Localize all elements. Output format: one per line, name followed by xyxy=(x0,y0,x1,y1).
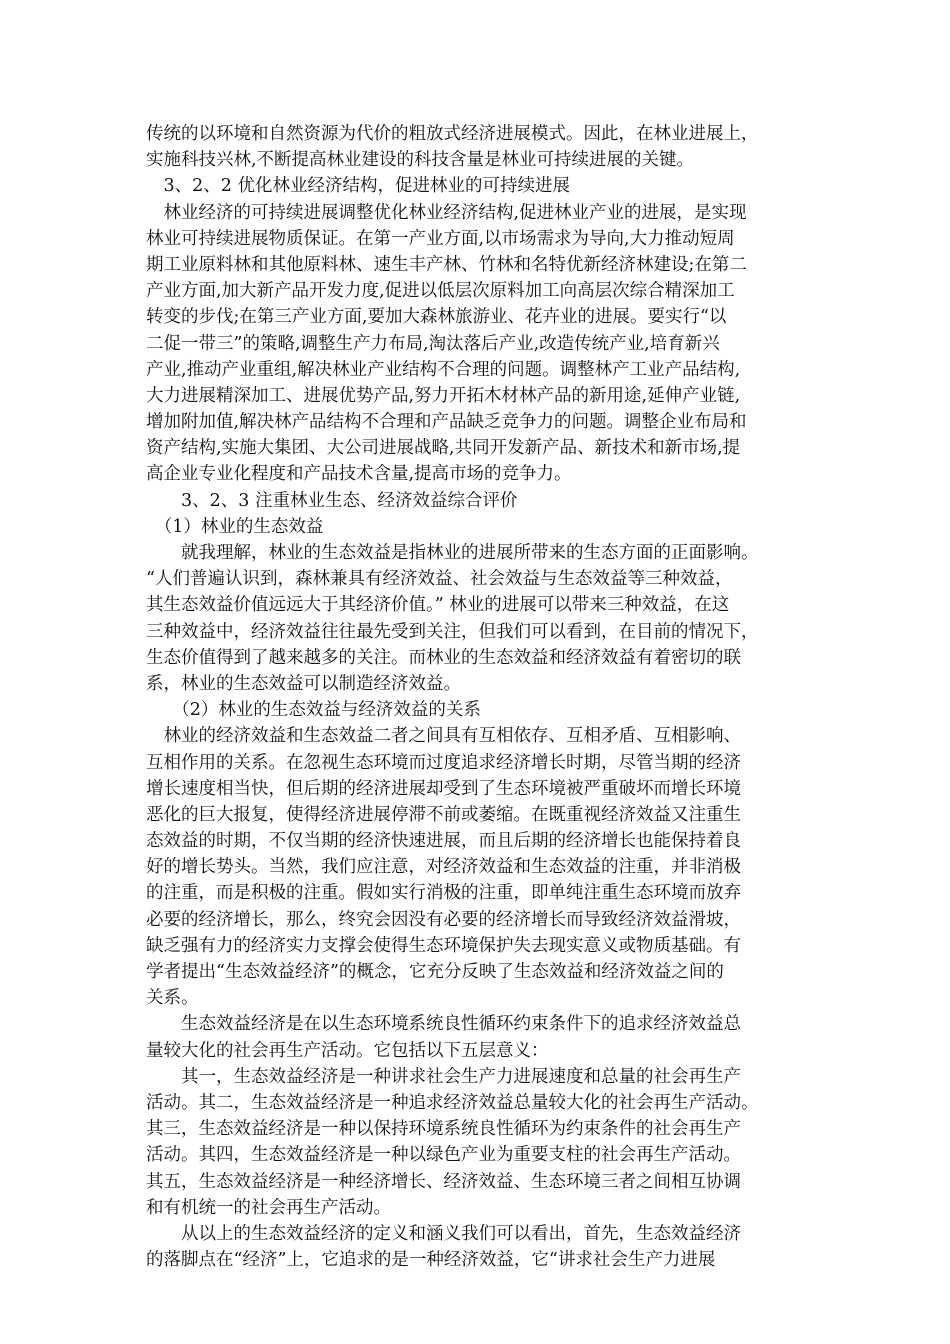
text-line: 就我理解，林业的生态效益是指林业的进展所带来的生态方面的正面影响。 xyxy=(146,543,759,563)
text-line: 产业方面,加大新产品开发力度,促进以低层次原料加工向高层次综合精深加工 xyxy=(146,281,735,302)
subsection-heading: （1）林业的生态效益 xyxy=(146,516,324,537)
text-line: 生态价值得到了越来越多的关注。而林业的生态效益和经济效益有着密切的联 xyxy=(146,647,741,668)
text-line: 系，林业的生态效益可以制造经济效益。 xyxy=(146,673,461,694)
text-line: 高企业专业化程度和产品技术含量,提高市场的竞争力。 xyxy=(146,464,572,485)
text-line: 量较大化的社会再生产活动。它包括以下五层意义： xyxy=(146,1040,549,1061)
text-line: 活动。其二，生态效益经济是一种追求经济效益总量较大化的社会再生产活动。 xyxy=(146,1092,759,1113)
text-line: 转变的步伐;在第三产业方面,要加大森林旅游业、花卉业的进展。要实行“以 xyxy=(146,307,727,328)
text-line: 的落脚点在“经济”上，它追求的是一种经济效益，它“讲求社会生产力进展 xyxy=(146,1250,716,1271)
text-line: 其三，生态效益经济是一种以保持环境系统良性循环为约束条件的社会再生产 xyxy=(146,1119,741,1140)
section-heading: 3、2、2 优化林业经济结构，促进林业的可持续进展 xyxy=(146,176,570,197)
text-line: 产业,推动产业重组,解决林业产业结构不合理的问题。调整林产工业产品结构, xyxy=(146,359,741,380)
subsection-heading: （2）林业的生态效益与经济效益的关系 xyxy=(146,700,481,721)
text-line: 互相作用的关系。在忽视生态环境而过度追求经济增长时期，尽管当期的经济 xyxy=(146,752,741,773)
text-line: 传统的以环境和自然资源为代价的粗放式经济进展模式。因此，在林业进展上， xyxy=(146,124,759,144)
text-line: 恶化的巨大报复，使得经济进展停滞不前或萎缩。在既重视经济效益又注重生 xyxy=(146,804,741,825)
text-line: 增长速度相当快，但后期的经济进展却受到了生态环境被严重破坏而增长环境 xyxy=(146,778,741,799)
text-line: 其生态效益价值远远大于其经济价值。” 林业的进展可以带来三种效益，在这 xyxy=(146,595,730,616)
text-line: 学者提出“生态效益经济”的概念，它充分反映了生态效益和经济效益之间的 xyxy=(146,962,724,982)
section-heading: 3、2、3 注重林业生态、经济效益综合评价 xyxy=(146,490,518,511)
text-line: 和有机统一的社会再生产活动。 xyxy=(146,1197,391,1218)
text-line: 期工业原料林和其他原料林、速生丰产林、竹林和名特优新经济林建设;在第二 xyxy=(146,254,747,275)
text-line: 二促一带三”的策略,调整生产力布局,淘汰落后产业,改造传统产业,培育新兴 xyxy=(146,333,720,354)
text-line: 其五，生态效益经济是一种经济增长、经济效益、生态环境三者之间相互协调 xyxy=(146,1171,741,1192)
text-line: 生态效益经济是在以生态环境系统良性循环约束条件下的追求经济效益总 xyxy=(146,1014,741,1035)
text-line: 好的增长势头。当然，我们应注意，对经济效益和生态效益的注重，并非消极 xyxy=(146,857,741,878)
text-line: 的注重，而是积极的注重。假如实行消极的注重，即单纯注重生态环境而放弃 xyxy=(146,883,741,904)
text-line: 林业经济的可持续进展调整优化林业经济结构,促进林业产业的进展，是实现 xyxy=(146,202,747,223)
text-line: 其一，生态效益经济是一种讲求社会生产力进展速度和总量的社会再生产 xyxy=(146,1066,741,1087)
text-line: “人们普遍认识到，森林兼具有经济效益、社会效益与生态效益等三种效益， xyxy=(146,569,733,590)
text-line: 活动。其四，生态效益经济是一种以绿色产业为重要支柱的社会再生产活动。 xyxy=(146,1145,741,1166)
text-line: 关系。 xyxy=(146,988,199,1009)
text-line: 增加附加值,解决林产品结构不合理和产品缺乏竞争力的问题。调整企业布局和 xyxy=(146,412,747,433)
text-line: 从以上的生态效益经济的定义和涵义我们可以看出，首先，生态效益经济 xyxy=(146,1223,741,1244)
document-body-text xyxy=(146,121,806,1273)
text-line: 林业的经济效益和生态效益二者之间具有互相依存、互相矛盾、互相影响、 xyxy=(146,726,741,747)
text-line: 必要的经济增长，那么，终究会因没有必要的经济增长而导致经济效益滑坡， xyxy=(146,909,741,930)
text-line: 大力进展精深加工、进展优势产品,努力开拓木材林产品的新用途,延伸产业链, xyxy=(146,385,741,406)
text-line: 实施科技兴林,不断提高林业建设的科技含量是林业可持续进展的关键。 xyxy=(146,150,695,171)
text-line: 三种效益中，经济效益往往最先受到关注，但我们可以看到，在目前的情况下， xyxy=(146,621,759,642)
text-line: 态效益的时期，不仅当期的经济快速进展，而且后期的经济增长也能保持着良 xyxy=(146,831,741,852)
text-line: 缺乏强有力的经济实力支撑会使得生态环境保护失去现实意义或物质基础。有 xyxy=(146,935,741,956)
text-line: 林业可持续进展物质保证。在第一产业方面,以市场需求为导向,大力推动短周 xyxy=(146,228,735,249)
text-line: 资产结构,实施大集团、大公司进展战略,共同开发新产品、新技术和新市场,提 xyxy=(146,438,741,459)
